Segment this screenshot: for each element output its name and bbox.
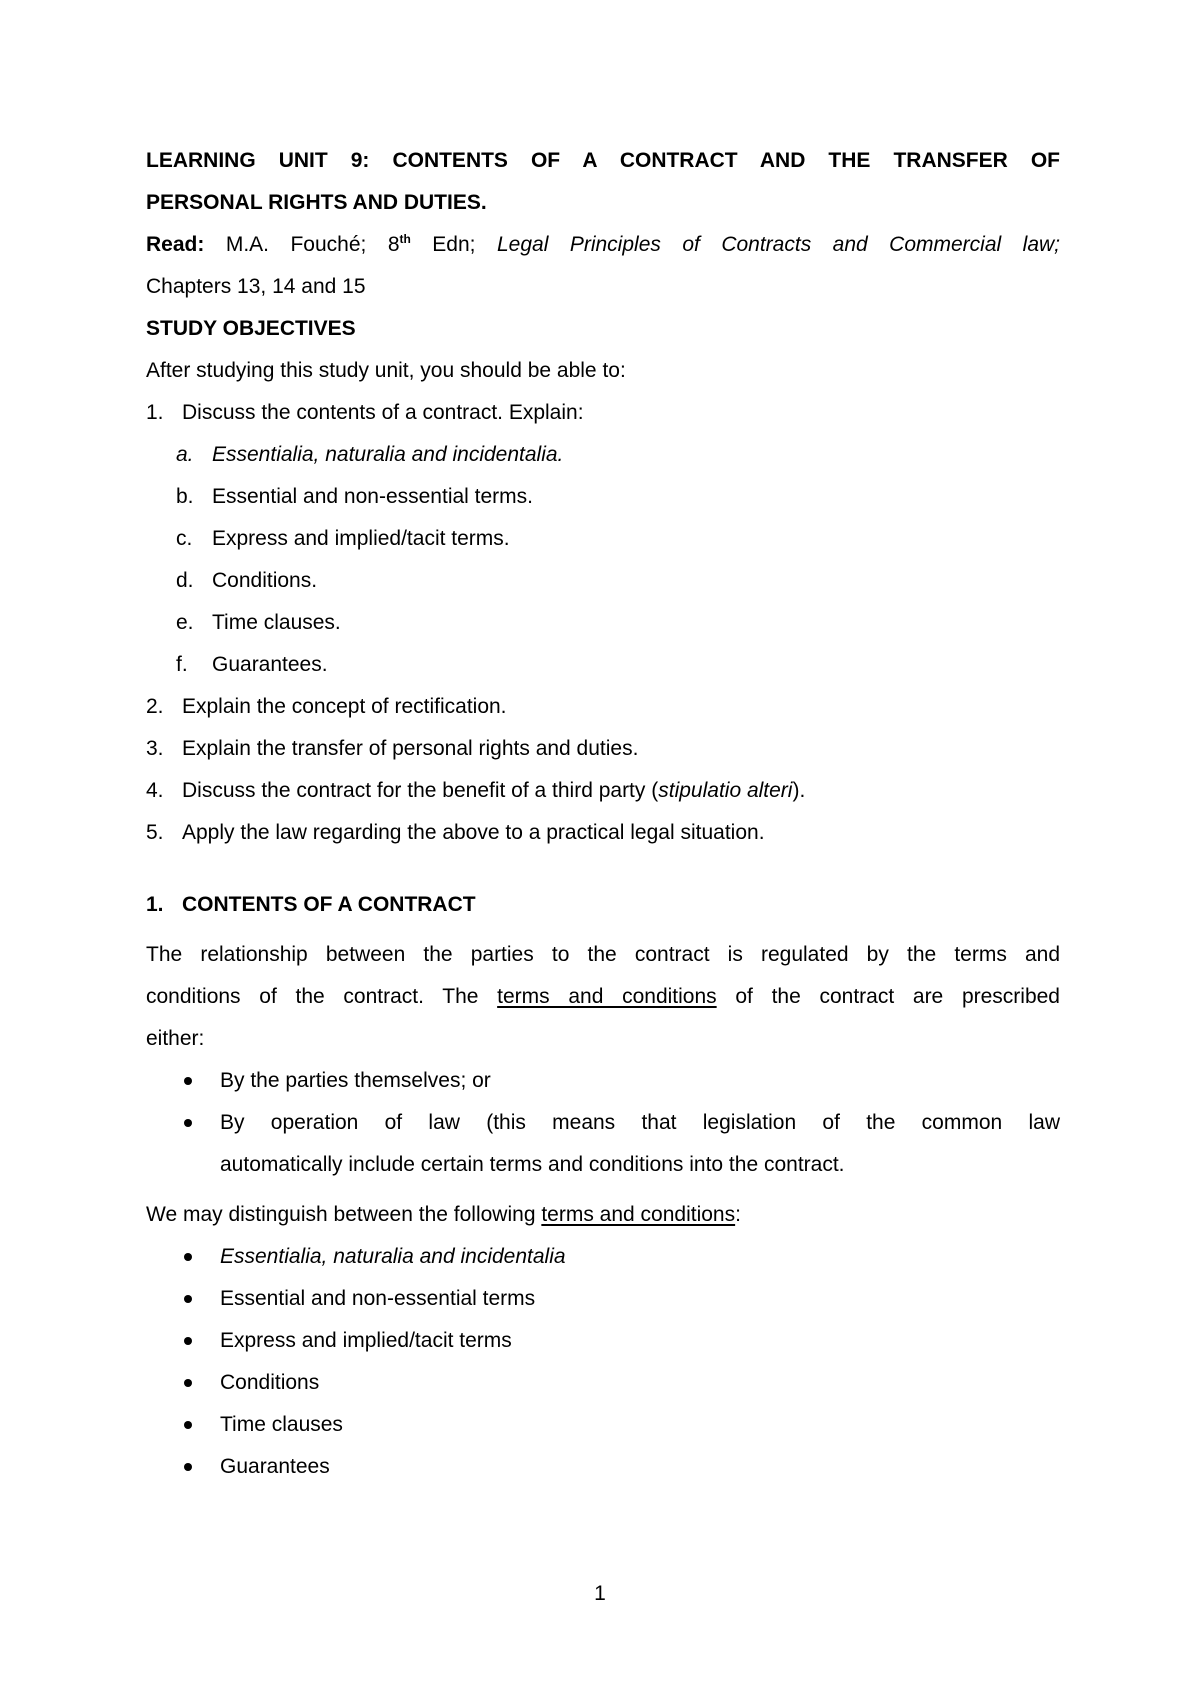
objective-text-after: ). xyxy=(792,779,806,802)
read-edition-superscript: th xyxy=(399,232,411,246)
objective-item xyxy=(146,392,1060,686)
objective-item xyxy=(146,686,1060,728)
subitem-text: Conditions. xyxy=(212,569,318,592)
spacer xyxy=(146,854,1060,884)
list-item-text: Express and implied/tacit terms xyxy=(220,1329,512,1352)
read-label: Read: xyxy=(146,233,205,256)
objective-text: Apply the law regarding the above to a practical legal situation. xyxy=(182,821,765,844)
terms-and-conditions-underlined: terms and conditions xyxy=(541,1203,736,1226)
objective-number: 5. xyxy=(146,821,164,844)
section-heading-list xyxy=(146,884,1060,926)
subitem-letter: e. xyxy=(176,611,194,634)
subitem-letter: c. xyxy=(176,527,193,550)
list-item xyxy=(146,1362,1060,1404)
paragraph-line: either: xyxy=(146,1027,205,1050)
subitem-text: Essentialia, naturalia and incidentalia. xyxy=(212,443,564,466)
spacer xyxy=(146,926,1060,934)
read-book-title: Legal Principles of Contracts and Commercial law; xyxy=(496,233,1061,256)
list-item-text: Time clauses xyxy=(220,1413,343,1436)
objectives-intro: After studying this study unit, you should be able to: xyxy=(146,359,626,382)
paragraph-text: conditions of the contract. The xyxy=(146,985,498,1008)
read-edition: Edn; xyxy=(410,233,497,256)
objectives-list xyxy=(146,392,1060,854)
terms-and-conditions-underlined: terms and conditions xyxy=(497,985,717,1008)
prescribed-by-list xyxy=(146,1060,1060,1186)
objective-item xyxy=(146,812,1060,854)
document-page xyxy=(146,140,1060,1488)
list-item-text: By the parties themselves; or xyxy=(220,1069,491,1092)
bullet-icon xyxy=(184,1077,192,1085)
list-item xyxy=(146,1102,1060,1186)
bullet-icon xyxy=(184,1119,192,1127)
list-item-text: Essentialia, naturalia and incidentalia xyxy=(220,1245,566,1268)
subitem-letter: d. xyxy=(176,569,194,592)
subitem-letter: f. xyxy=(176,653,188,676)
objective-number: 2. xyxy=(146,695,164,718)
unit-title-line-2: PERSONAL RIGHTS AND DUTIES. xyxy=(146,191,487,214)
section-heading xyxy=(146,884,1060,926)
objective-item xyxy=(146,770,1060,812)
unit-title-line-1: LEARNING UNIT 9: CONTENTS OF A CONTRACT AND THE TRANSFER OF xyxy=(146,149,1060,172)
section-title: CONTENTS OF A CONTRACT xyxy=(182,893,476,916)
objective-subitem xyxy=(146,476,1060,518)
list-item-text: Conditions xyxy=(220,1371,320,1394)
objective-subitem xyxy=(146,434,1060,476)
read-author: M.A. Fouché; 8 xyxy=(204,233,400,256)
subitem-text: Express and implied/tacit terms. xyxy=(212,527,510,550)
bullet-icon xyxy=(184,1421,192,1429)
subitem-text: Time clauses. xyxy=(212,611,341,634)
paragraph-line: The relationship between the parties to the contract is regulated by the terms and xyxy=(146,943,1060,966)
bullet-icon xyxy=(184,1463,192,1471)
objective-text: Discuss the contents of a contract. Explain: xyxy=(182,401,584,424)
reading-reference xyxy=(146,224,1060,266)
subitem-letter: b. xyxy=(176,485,194,508)
paragraph-text: : xyxy=(735,1203,741,1226)
list-item xyxy=(146,1320,1060,1362)
objective-text: Explain the transfer of personal rights and duties. xyxy=(182,737,639,760)
section-paragraph xyxy=(146,934,1060,1060)
bullet-icon xyxy=(184,1337,192,1345)
objective-number: 1. xyxy=(146,401,164,424)
objective-subitem xyxy=(146,560,1060,602)
objective-subitem xyxy=(146,602,1060,644)
spacer xyxy=(146,1186,1060,1194)
objective-subitem xyxy=(146,644,1060,686)
objective-number: 3. xyxy=(146,737,164,760)
subitem-text: Essential and non-essential terms. xyxy=(212,485,533,508)
bullet-icon xyxy=(184,1379,192,1387)
list-item xyxy=(146,1060,1060,1102)
terms-list xyxy=(146,1236,1060,1488)
bullet-icon xyxy=(184,1295,192,1303)
objective-sublist xyxy=(146,434,1060,686)
list-item-text: automatically include certain terms and conditions into the contract. xyxy=(220,1153,845,1176)
list-item xyxy=(146,1446,1060,1488)
list-item-text: By operation of law (this means that legislation of the common law xyxy=(220,1111,1060,1134)
list-item-text: Guarantees xyxy=(220,1455,330,1478)
objective-subitem xyxy=(146,518,1060,560)
page-number: 1 xyxy=(594,1582,606,1605)
list-item xyxy=(146,1236,1060,1278)
paragraph-line xyxy=(146,976,1060,1018)
objective-text-italic: stipulatio alteri xyxy=(658,779,793,802)
list-item xyxy=(146,1404,1060,1446)
list-item xyxy=(146,1278,1060,1320)
read-chapters: Chapters 13, 14 and 15 xyxy=(146,275,366,298)
section-number: 1. xyxy=(146,893,164,916)
objective-text-before: Discuss the contract for the benefit of a third party ( xyxy=(182,779,659,802)
paragraph-text: of the contract are prescribed xyxy=(716,985,1060,1008)
distinguish-paragraph xyxy=(146,1194,1060,1236)
objective-number: 4. xyxy=(146,779,164,802)
subitem-letter: a. xyxy=(176,443,194,466)
subitem-text: Guarantees. xyxy=(212,653,328,676)
objectives-heading: STUDY OBJECTIVES xyxy=(146,317,356,340)
list-item-text: Essential and non-essential terms xyxy=(220,1287,536,1310)
objective-item xyxy=(146,728,1060,770)
objective-text: Explain the concept of rectification. xyxy=(182,695,507,718)
bullet-icon xyxy=(184,1253,192,1261)
paragraph-text: We may distinguish between the following xyxy=(146,1203,542,1226)
